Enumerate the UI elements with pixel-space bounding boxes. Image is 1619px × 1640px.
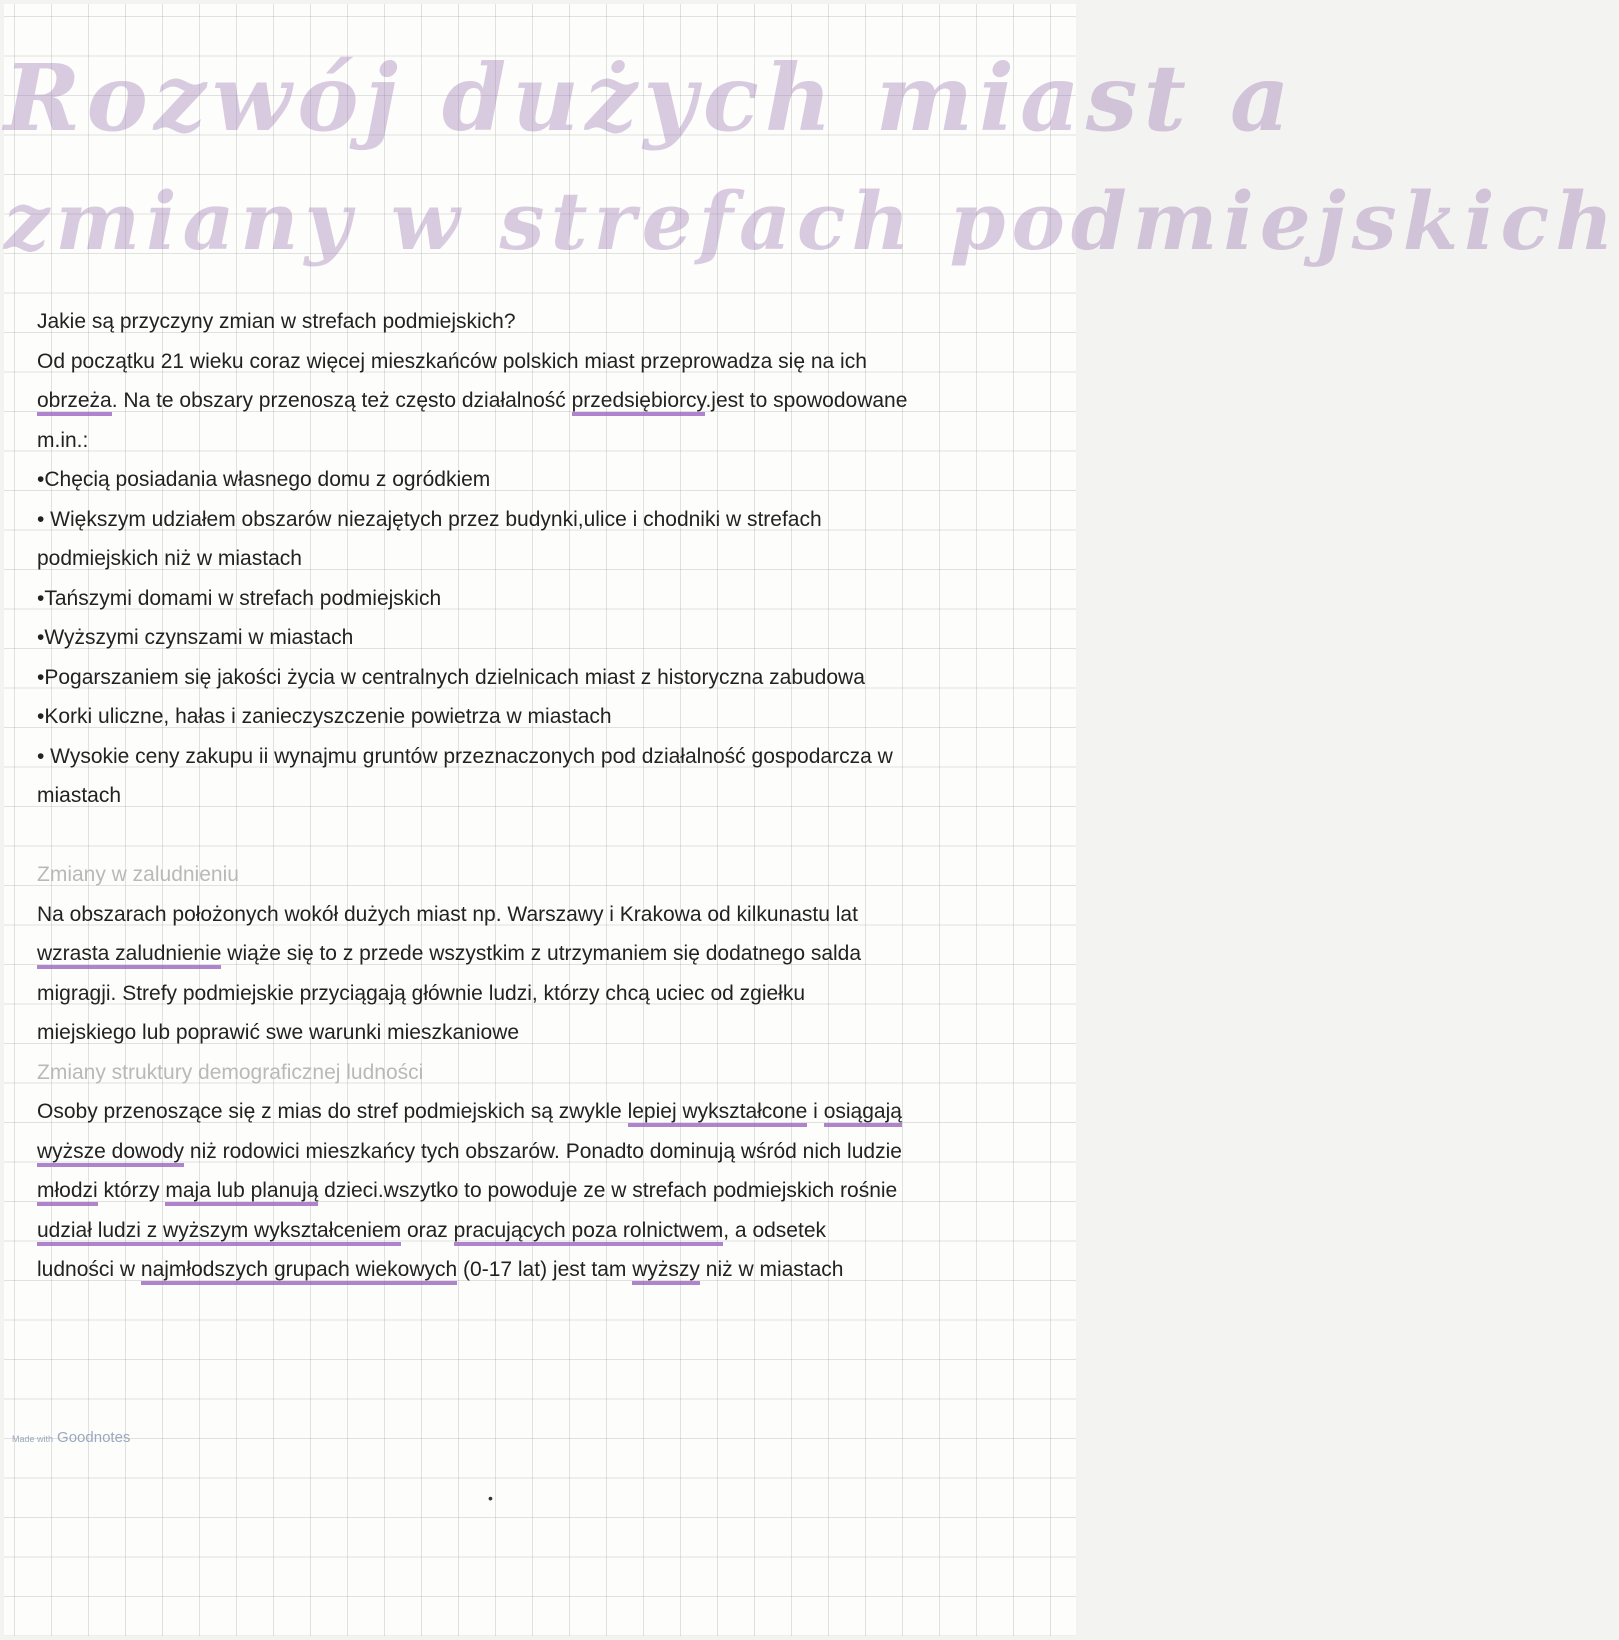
text-line: [37, 1218, 826, 1244]
text-segment: miejskiego lub poprawić swe warunki mieszkaniowe: [37, 1021, 520, 1044]
text-line: [37, 1257, 843, 1283]
text-segment: .jest to spowodowane: [705, 389, 908, 412]
section-heading: [37, 1060, 423, 1086]
highlighted-text: najmłodszych grupach wiekowych: [141, 1258, 457, 1285]
text-line: [37, 902, 858, 928]
text-line: [37, 665, 865, 691]
text-line: [37, 428, 88, 454]
text-line: [37, 1178, 897, 1204]
text-line: [37, 744, 893, 770]
highlighted-text: wzrasta zaludnienie: [37, 942, 221, 969]
goodnotes-watermark: [12, 1429, 130, 1446]
text-segment: , a odsetek: [723, 1218, 826, 1242]
text-line: [37, 704, 612, 730]
text-segment: ludności w: [37, 1258, 141, 1281]
text-line: [37, 349, 867, 375]
text-line: [37, 1099, 902, 1125]
text-line: [37, 981, 805, 1007]
text-segment: dzieci.wszytko to powoduje ze w strefach podmiejskich rośnie: [318, 1179, 898, 1202]
text-segment: m.in.:: [37, 428, 89, 452]
text-segment: • Wysokie ceny zakupu ii wynajmu gruntów przeznaczonych pod działalność gospodarcza w: [37, 744, 893, 768]
text-segment: •Chęcią posiadania własnego domu z ogródkiem: [37, 468, 491, 491]
text-line: [37, 546, 302, 572]
highlighted-text: wyższy: [632, 1258, 700, 1285]
title-line-2: zmiany w strefach podmiejskich: [4, 174, 1619, 268]
text-line: [37, 467, 490, 493]
text-segment: podmiejskich niż w miastach: [37, 547, 302, 570]
text-line: [37, 1020, 519, 1046]
text-line: [37, 941, 861, 967]
highlighted-text: przedsiębiorcy: [572, 389, 706, 416]
highlighted-text: wyższe dowody: [37, 1140, 184, 1167]
text-segment: Zmiany struktury demograficznej ludności: [37, 1060, 424, 1084]
stray-mark: •: [488, 1490, 493, 1506]
text-segment: oraz: [401, 1218, 454, 1242]
text-segment: •Korki uliczne, hałas i zanieczyszczenie powietrza w miastach: [37, 705, 612, 728]
text-line: [37, 625, 353, 651]
title-line-1: Rozwój dużych miast a: [4, 44, 1296, 152]
text-segment: i: [807, 1100, 824, 1123]
highlighted-text: maja lub planują: [165, 1179, 318, 1206]
watermark-prefix: Made with: [12, 1434, 54, 1444]
text-line: [37, 388, 907, 414]
text-segment: Na obszarach położonych wokół dużych miast np. Warszawy i Krakowa od kilkunastu lat: [37, 902, 858, 926]
text-segment: (0-17 lat) jest tam: [457, 1258, 633, 1281]
section-heading: [37, 862, 239, 888]
text-segment: wiąże się to z przede wszystkim z utrzymaniem się dodatnego salda: [221, 942, 862, 965]
text-segment: Od początku 21 wieku coraz więcej mieszkańców polskich miast przeprowadza się na ich: [37, 349, 867, 373]
text-segment: niż w miastach: [699, 1258, 844, 1281]
watermark-brand: Goodnotes: [57, 1429, 131, 1446]
text-line: [37, 783, 121, 809]
text-segment: niż rodowici mieszkańcy tych obszarów. Ponadto dominują wśród nich ludzie: [184, 1139, 902, 1163]
text-segment: •Wyższymi czynszami w miastach: [37, 626, 354, 649]
highlighted-text: obrzeża: [37, 389, 112, 416]
text-segment: Osoby przenoszące się z mias do stref podmiejskich są zwykle: [37, 1100, 628, 1123]
text-segment: • Większym udziałem obszarów niezajętych przez budynki,ulice i chodniki w strefach: [37, 507, 822, 531]
highlighted-text: młodzi: [37, 1179, 98, 1206]
text-line: [37, 507, 822, 533]
text-segment: . Na te obszary przenoszą też często działalność: [111, 389, 572, 412]
highlighted-text: lepiej wykształcone: [628, 1100, 808, 1127]
highlighted-text: pracujących poza rolnictwem: [454, 1219, 724, 1246]
text-line: [37, 586, 441, 612]
text-segment: •Pogarszaniem się jakości życia w centralnych dzielnicach miast z historyczna zabudowa: [37, 665, 865, 689]
highlighted-text: udział ludzi z wyższym wykształceniem: [37, 1219, 401, 1246]
text-line: [37, 309, 516, 335]
highlighted-text: osiągają: [824, 1100, 902, 1127]
text-segment: migragji. Strefy podmiejskie przyciągają głównie ludzi, którzy chcą uciec od zgiełku: [37, 981, 806, 1005]
text-segment: Jakie są przyczyny zmian w strefach podmiejskich?: [37, 310, 516, 333]
text-line: [37, 1139, 902, 1165]
text-segment: Zmiany w zaludnieniu: [37, 863, 239, 886]
text-segment: którzy: [97, 1179, 166, 1202]
text-segment: •Tańszymi domami w strefach podmiejskich: [37, 586, 442, 610]
notebook-page: [4, 4, 1619, 1636]
text-segment: miastach: [37, 784, 122, 807]
